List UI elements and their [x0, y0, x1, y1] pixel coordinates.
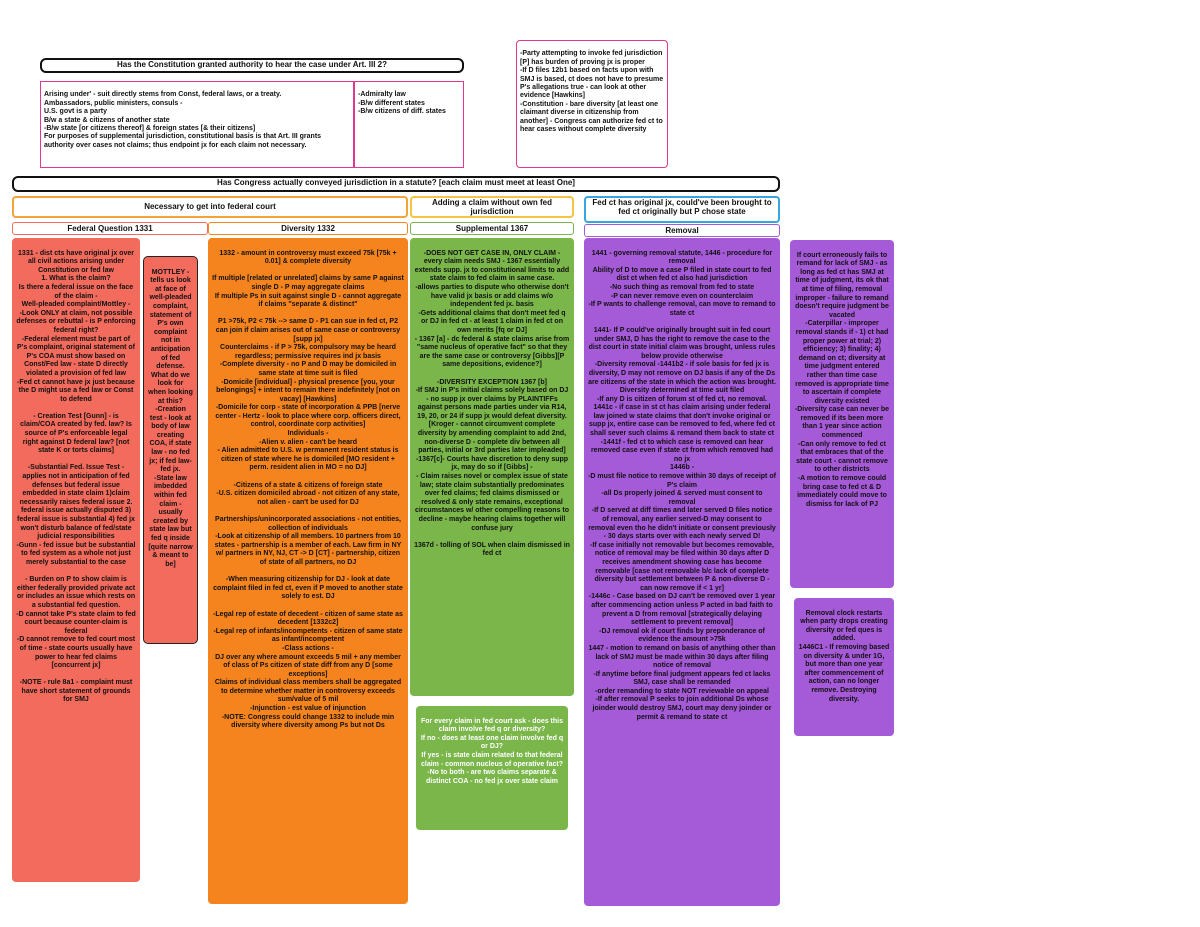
div-title — [208, 222, 408, 235]
rem-title-text: Removal — [665, 226, 699, 235]
div-title-text: Diversity 1332 — [281, 224, 335, 233]
removal-header-text: Fed ct has original jx, could've been brought to fed ct originally but P chose state — [592, 198, 772, 216]
supp-flow-box — [416, 706, 568, 830]
supp-title — [410, 222, 574, 235]
congress-question-text: Has Congress actually conveyed jurisdiction in a statute? [each claim must meet at least One] — [217, 178, 575, 187]
necessary-header-text: Necessary to get into federal court — [144, 202, 276, 211]
rem-side-text-1: If court erroneously fails to remand for lack of SMJ - as long as fed ct has SMJ at time of judgment, its ok that at time of filing, removal improper - failure to remand doesn't require judgment be vacated -Caterpillar - improper removal stands if - 1) ct had proper power at trial; 2) efficiency; 3) finality; 4) demand on ct; diversity at time judgment entered rather than time case removed is appropriate time to ascertain if complete diversity existed -Diversity case can never be removed if its been more than 1 year since action commenced -Can only remove to fed ct that embraces that of the state court - cannot remove to other districts -A motion to remove could bring case to fed ct & D immediately could move to dismiss for lack of PJ — [794, 251, 890, 508]
rem-title — [584, 224, 780, 237]
art3-right-text: -Admiralty law -B/w different states -B/w citizens of diff. states — [358, 91, 446, 116]
supp-body — [410, 238, 574, 696]
rem-body-text: 1441 - governing removal statute, 1446 - procedure for removal Ability of D to move a case P filed in state court to fed dist ct when fed ct also had jurisdiction -No such thing as removal from fed to state -P can never remove even on counterclaim -If P wants to challenge removal, can move to remand to state ct 1441- If P could've originally brought suit in fed court under SMJ, D has the right to remove the case to the dist court in state initial claim was brought, unless rules below provide otherwise -Diversity removal -1441b2 - if sole basis for fed jx is diversity, D may not remove on DJ basis if any of the Ds are citizens of the state in which the action was brought. Diversity determined at time suit filed -If any D is citizen of forum st of fed ct, no removal. 1441c - if case in st ct has claim arising under federal law joined w state claims that don't invoke original or supp jx, entire case can be removed to fed, where fed ct shall sever such claims & remand them back to state ct -1441f - fed ct to which case is removed can hear removed case even if state ct from which removed had no jx 1446b - -D must file notice to remove within 30 days of receipt of P's claim -all Ds properly joined & served must consent to removal -If D served at diff times and later served D files notice of removal, any earlier served-D may consent to removal even tho he didn't initiate or consent previously - 30 days starts over with each newly served D! -If case initially not removable but becomes removable, notice of removal may be filed within 30 days after D receives amendment showing case has become removable [case not removable b/c lack of complete diversity but settlement between P & non-diverse D - can now remove if < 1 yr] -1446c - Case based on DJ can't be removed over 1 year after commencing action unless P acted in bad faith to prevent a D from removal [strategically delaying settlement to prevent removal] -DJ removal ok if court finds by preponderance of evidence the amount >75k 1447 - motion to remand on basis of anything other than lack of SMJ must be made within 30 days after filing notice of removal -If anytime before final judgment appears fed ct lacks SMJ, case shall be remanded -order remanding to state NOT reviewable on appeal -If after removal P seeks to join additional Ds whose joinder would destroy SMJ, court may deny joinder or permit & remand to state ct — [588, 249, 776, 721]
supp-flow-text: For every claim in fed court ask - does this claim involve fed q or diversity? If no - does at least one claim involve fed q or DJ? If yes - is state claim related to that federal claim - common nucleus of operative fact? -No to both - are two claims separate & distinct COA - no fed jx over state claim — [420, 717, 564, 785]
mottley-box — [143, 256, 198, 644]
art3-right-box — [354, 81, 464, 168]
adding-header-text: Adding a claim without own fed jurisdiction — [432, 198, 552, 216]
art3-left-box — [40, 81, 354, 168]
art3-question-text: Has the Constitution granted authority to hear the case under Art. III 2? — [117, 60, 387, 69]
mottley-text: MOTTLEY - tells us look at face of well-pleaded complaint, statement of P's own complaint not in anticipation of fed defense. What do we look for when looking at this? -Creation test - look at body of law creating COA, if state law - no fed jx; if fed law- fed jx. -State law imbedded within fed claim - usually created by state law but fed q inside [quite narrow & meant to be] — [148, 268, 193, 568]
fq-body — [12, 238, 140, 882]
rem-side-box-1 — [790, 240, 894, 588]
div-body — [208, 238, 408, 904]
rem-side-box-2 — [794, 598, 894, 736]
removal-header — [584, 196, 780, 223]
art3-left-text: Arising under' - suit directly stems from Const, federal laws, or a treaty. Ambassadors, public ministers, consuls - U.S. govt is a party B/w a state & citizens of another state -B/w state [or citizens thereof] & foreign states [& their citizens] For purposes of supplemental jurisdiction, constitutional basis is that Art. III grants authority over cases not claims; thus endpoint jx for each claim not necessary. — [44, 91, 322, 149]
fq-body-text: 1331 - dist cts have original jx over all civil actions arising under Constitution or fed law 1. What is the claim? Is there a federal issue on the face of the claim - Well-pleaded complaint/Mottley - -Look ONLY at claim, not possible defenses or rebuttal - is P enforcing federal right? -Federal element must be part of P's complaint, original statement of P's COA must show based on Const/Fed law - state D directly violated a provision of fed law -Fed ct cannot have jx just because the D might use a fed law or Const to defend - Creation Test [Gunn] - is claim/COA created by fed. law? Is source of P's enforceable legal right against D federal law? [not state K or torts claims] -Substantial Fed. Issue Test - applies not in anticipation of fed defenses but federal issue embedded in state claim 1)claim necessarily raises federal issue 2. federal issue actually disputed 3) federal issue is substantial 4) fed jx won't disturb balance of fed/state judicial responsibilities -Gunn - fed issue but be substantial to fed system as a whole not just merely substantial to the case - Burden on P to show claim is either federally provided private act or includes an issue which rests on a substantial fed question. -D cannot take P's state claim to fed court because counter-claim is federal -D cannot remove to fed court most of time - state courts usually have power to hear fed claims [concurrent jx] -NOTE - rule 8a1 - complaint must have short statement of grounds for SMJ — [16, 249, 136, 704]
art3-question-bar — [40, 58, 464, 73]
congress-question-bar — [12, 176, 780, 192]
necessary-header — [12, 196, 408, 218]
div-body-text: 1332 - amount in controversy must exceed 75k [75k + 0.01] & complete diversity If multiple [related or unrelated] claims by same P against single D - P may aggregate claims If multiple Ps in suit against single D - cannot aggregate if claims "separate & distinct" P1 >75k, P2 < 75k --> same D - P1 can sue in fed ct, P2 can join if claim arises out of same case or controversy [supp jx] Counterclaims - if P > 75k, compulsory may be heard regardless; permissive requires ind jx basis -Complete diversity - no P and D may be domiciled in same state at time suit is filed -Domicile [individual] - physical presence [you, your belongings] + intent to remain there indefinitely [not on vacay] [Hawkins] -Domicile for corp - state of incorporation & PPB [nerve center - Hertz - look to place where corp. officers direct, control, coordinate corp activities] Individuals - -Alien v. alien - can't be heard - Alien admitted to U.S. w permanent resident status is citizen of state where he is domiciled [MO resident + perm. resident alien in MO = no DJ] -Citizens of a state & citizens of foreign state -U.S. citizen domiciled abroad - not citizen of any state, not alien - can't be used for DJ Partnerships/unincorporated associations - not entities, collection of individuals -Look at citizenship of all members. 10 partners from 10 states - partnership is a member of each. Law firm in NY w/ partners in NY, NJ, CT -> D [CT] - partnership, citizen of state of all partners, no DJ -When measuring citizenship for DJ - look at date complaint filed in fed ct, even if P moved to another state solely to est. DJ -Legal rep of estate of decedent - citizen of same state as decedent [1332c2] -Legal rep of infants/incompetents - citizen of same state as infant/incompetent -Class actions - DJ over any where amount exceeds 5 mil + any member of class of Ps citizen of state diff from any D [some exceptions] Claims of individual class members shall be aggregated to determine whether matter in controversy exceeds sum/value of 5 mil -Injunction - est value of injunction -NOTE: Congress could change 1332 to include min diversity where diversity among Ps but not Ds — [212, 249, 404, 730]
fq-title — [12, 222, 208, 235]
rem-side-text-2: Removal clock restarts when party drops creating diversity or fed ques is added. 1446C1 - If removing based on diversity & under 1G, but more than one year after commencement of action, can no longer remove. Destroying diversity. — [798, 609, 890, 703]
burden-box — [516, 40, 668, 168]
burden-text: -Party attempting to invoke fed jurisdiction [P] has burden of proving jx is proper -If D files 12b1 based on facts upon with SMJ is based, ct does not have to presume P's allegations true - can look at other evidence [Hawkins] -Constitution - bare diversity [at least one claimant diverse in citizenship from another] - Congress can authorize fed ct to hear cases without complete diversity — [520, 50, 664, 134]
adding-header — [410, 196, 574, 218]
supp-title-text: Supplemental 1367 — [455, 224, 529, 233]
rem-body — [584, 238, 780, 906]
fq-title-text: Federal Question 1331 — [67, 224, 153, 233]
supp-body-text: -DOES NOT GET CASE IN, ONLY CLAIM - every claim needs SMJ - 1367 essentially extends supp. jx to constitutional limits to add state claim to fed claim in same case. -allows parties to dispute who otherwise don't have valid jx basis or add claims w/o independent fed jx. basis -Gets additional claims that don't meet fed q or DJ in fed ct - at least 1 claim in fed ct on own merits [fq or DJ] - 1367 [a] - dc federal & state claims arise from "same nucleus of operative fact" so that they are the same case or controversy [Gibbs][P same depositions, evidence?] -DIVERSITY EXCEPTION 1367 [b] -If SMJ in P's initial claims solely based on DJ - no supp jx over claims by PLAINTIFFs against persons made parties under via R14, 19, 20, or 24 if supp jx would defeat diversity. [Kroger - cannot circumvent complete diversity by amending complaint to add 2nd, non-diverse D - complete div between all parties, initial or 3rd parties later impleaded] -1367[c]- Courts have discretion to deny supp jx, may do so if [Gibbs] - - Claim raises novel or complex issue of state law; state claim substantially predominates over fed claims; fed claims dismissed or resolved & only state remains, exceptional circumstances w/ other compelling reasons to decline - maybe hearing claims together will confuse jury 1367d - tolling of SOL when claim dismissed in fed ct — [414, 249, 570, 558]
